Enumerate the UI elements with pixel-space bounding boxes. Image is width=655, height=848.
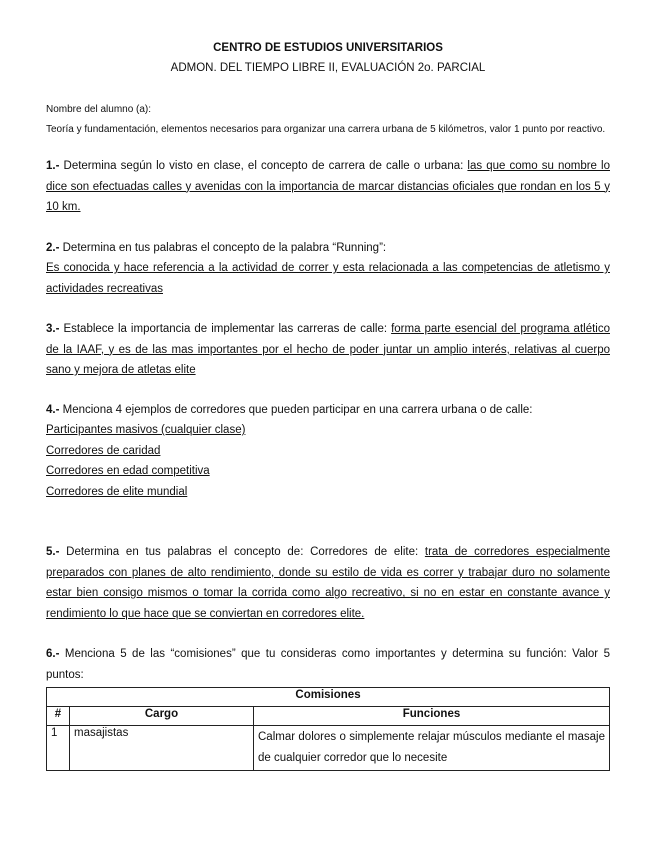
commissions-table: [46, 687, 610, 771]
question-prompt: Menciona 5 de las “comisiones” que tu consideras como importantes y determina su función: Valor 5 puntos:: [46, 648, 610, 681]
question-6: [46, 644, 610, 685]
intro-block: [46, 100, 610, 140]
row-funcion: Calmar dolores o simplemente relajar músculos mediante el masaje de cualquier corredor que lo necesite: [254, 726, 610, 771]
document-page: [46, 40, 610, 771]
table-title: Comisiones: [47, 688, 610, 707]
question-3: [46, 319, 610, 381]
list-item: Corredores de caridad: [46, 444, 161, 457]
column-header-number: #: [47, 707, 70, 726]
question-answer: forma parte esencial del programa atlético de la IAAF, y es de las mas importantes por el hecho de poder juntar un amplio interés, relativas al cuerpo sano y mejora de atletas elite: [46, 323, 610, 376]
list-item: Corredores de elite mundial: [46, 485, 188, 498]
question-5: [46, 542, 610, 624]
question-number: 3.-: [46, 323, 60, 335]
question-2: [46, 238, 610, 300]
list-item: Corredores en edad competitiva: [46, 465, 210, 477]
institution-title: CENTRO DE ESTUDIOS UNIVERSITARIOS: [213, 42, 443, 54]
question-answer: trata de corredores especialmente preparados con planes de alto rendimiento, donde su estilo de vida es correr y trabajar duro no solamente estar bien consigo mismos o tomar la corrida como algo recreativo, si no en estar en constante avance y rendimiento lo que hace que se conviertan en corredores elite.: [46, 546, 611, 620]
column-header-funciones: Funciones: [254, 707, 610, 726]
student-name-label: Nombre del alumno (a):: [46, 104, 152, 115]
table-row: [47, 726, 610, 771]
instructions-text: Teoría y fundamentación, elementos necesarios para organizar una carrera urbana de 5 kilómetros, valor 1 punto por reactivo.: [46, 124, 606, 135]
question-number: 6.-: [46, 648, 60, 660]
list-item: Participantes masivos (cualquier clase): [46, 424, 246, 436]
question-number: 4.-: [46, 403, 60, 416]
question-prompt: Menciona 4 ejemplos de corredores que pueden participar en una carrera urbana o de calle:: [59, 403, 533, 416]
question-prompt: Determina según lo visto en clase, el concepto de carrera de calle o urbana:: [59, 160, 468, 172]
question-prompt: Determina en tus palabras el concepto de: Corredores de elite:: [59, 546, 425, 558]
question-number: 1.-: [46, 160, 60, 172]
row-cargo: masajistas: [70, 726, 254, 771]
question-prompt: Determina en tus palabras el concepto de la palabra “Running”:: [59, 241, 387, 254]
question-number: 5.-: [46, 546, 60, 558]
row-number: 1: [47, 726, 70, 771]
question-1: [46, 156, 610, 218]
question-number: 2.-: [46, 241, 60, 254]
question-prompt: Establece la importancia de implementar las carreras de calle:: [59, 323, 392, 335]
exam-subtitle: ADMON. DEL TIEMPO LIBRE II, EVALUACIÓN 2o. PARCIAL: [170, 62, 486, 74]
question-answer: Es conocida y hace referencia a la actividad de correr y esta relacionada a las competencias de atletismo y actividades recreativas: [46, 262, 610, 295]
column-header-cargo: Cargo: [70, 707, 254, 726]
question-answer: las que como su nombre lo dice son efectuadas calles y avenidas con la importancia de marcar distancias oficiales que rondan en los 5 y 10 km.: [46, 160, 610, 213]
question-4: [46, 400, 610, 503]
